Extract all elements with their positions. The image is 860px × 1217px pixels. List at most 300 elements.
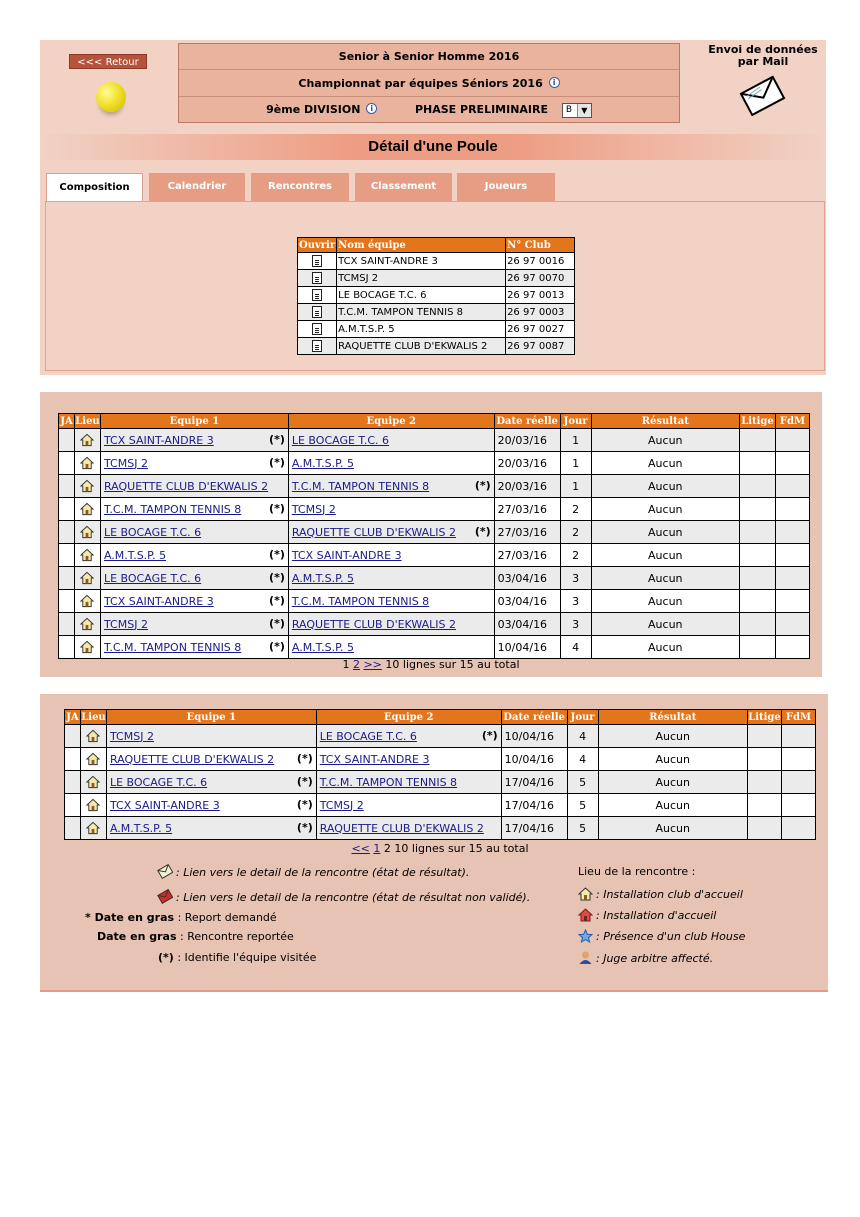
table-row bbox=[59, 475, 810, 498]
house-icon bbox=[578, 887, 593, 901]
club-number: 26 97 0016 bbox=[506, 253, 575, 270]
litige-cell bbox=[747, 817, 781, 840]
fdm-cell bbox=[775, 475, 809, 498]
house-icon[interactable] bbox=[80, 640, 94, 654]
jour-cell: 1 bbox=[560, 475, 591, 498]
legend-judge: : Juge arbitre affecté. bbox=[578, 950, 713, 965]
jour-cell: 3 bbox=[560, 567, 591, 590]
legend-postponed: Date en gras : Rencontre reportée bbox=[97, 930, 294, 943]
fdm-cell bbox=[775, 452, 809, 475]
team1-cell bbox=[100, 429, 288, 452]
team2-cell bbox=[288, 567, 494, 590]
team1-cell bbox=[106, 817, 316, 840]
col-header: Equipe 1 bbox=[106, 710, 316, 725]
team2-link[interactable]: LE BOCAGE T.C. 6 bbox=[319, 729, 417, 743]
table-row bbox=[65, 794, 816, 817]
date-cell: 17/04/16 bbox=[501, 817, 567, 840]
phase-select[interactable] bbox=[562, 103, 592, 118]
table-row bbox=[59, 544, 810, 567]
ja-cell bbox=[59, 544, 75, 567]
club-number: 26 97 0087 bbox=[506, 338, 575, 355]
litige-cell bbox=[740, 544, 776, 567]
visitor-mark: (*) bbox=[269, 548, 285, 561]
prev-page-link[interactable]: << bbox=[351, 842, 370, 855]
visitor-mark: (*) bbox=[296, 798, 313, 811]
team2-link[interactable]: A.M.T.S.P. 5 bbox=[291, 456, 354, 470]
phase-select-value: B bbox=[565, 104, 573, 115]
col-header: Ouvrir bbox=[299, 239, 336, 251]
result-cell: Aucun bbox=[598, 725, 747, 748]
house-icon[interactable] bbox=[80, 502, 94, 516]
house-icon[interactable] bbox=[80, 479, 94, 493]
team-name: RAQUETTE CLUB D'EKWALIS 2 bbox=[337, 338, 506, 355]
result-cell: Aucun bbox=[591, 567, 739, 590]
team1-cell bbox=[106, 794, 316, 817]
col-header: Date réelle bbox=[494, 414, 560, 429]
jour-cell: 2 bbox=[560, 521, 591, 544]
team1-cell bbox=[100, 613, 288, 636]
composition-table bbox=[297, 237, 575, 355]
litige-cell bbox=[747, 748, 781, 771]
matches-header-row bbox=[59, 414, 810, 429]
lieu-cell bbox=[74, 498, 100, 521]
back-button[interactable]: <<< Retour bbox=[69, 54, 147, 69]
fdm-cell bbox=[775, 521, 809, 544]
jour-cell: 3 bbox=[560, 590, 591, 613]
jour-cell: 4 bbox=[560, 636, 591, 659]
team1-cell bbox=[100, 521, 288, 544]
date-cell: 17/04/16 bbox=[501, 794, 567, 817]
team1-link[interactable]: RAQUETTE CLUB D'EKWALIS 2 bbox=[103, 479, 269, 493]
lieu-cell bbox=[74, 613, 100, 636]
team2-link[interactable]: RAQUETTE CLUB D'EKWALIS 2 bbox=[291, 525, 457, 539]
team2-cell bbox=[288, 475, 494, 498]
team2-cell bbox=[288, 521, 494, 544]
document-icon[interactable] bbox=[312, 289, 322, 301]
page-link[interactable]: 1 bbox=[373, 842, 381, 855]
header-panel bbox=[40, 40, 826, 375]
fdm-cell bbox=[781, 817, 815, 840]
team2-cell bbox=[316, 748, 501, 771]
team1-cell bbox=[100, 636, 288, 659]
team1-cell bbox=[100, 452, 288, 475]
team2-link[interactable]: T.C.M. TAMPON TENNIS 8 bbox=[319, 775, 458, 789]
ja-cell bbox=[65, 725, 81, 748]
fdm-cell bbox=[781, 794, 815, 817]
date-cell: 20/03/16 bbox=[494, 452, 560, 475]
team2-cell bbox=[288, 590, 494, 613]
pager bbox=[40, 658, 822, 671]
team1-link[interactable]: TCMSJ 2 bbox=[103, 617, 148, 631]
lieu-cell bbox=[80, 817, 106, 840]
ja-cell bbox=[59, 636, 75, 659]
legend-club-house: : Présence d'un club House bbox=[578, 929, 745, 943]
lieu-cell bbox=[74, 521, 100, 544]
jour-cell: 3 bbox=[560, 613, 591, 636]
club-number: 26 97 0027 bbox=[506, 321, 575, 338]
visitor-mark: (*) bbox=[269, 594, 285, 607]
table-row bbox=[298, 287, 575, 304]
envelope-open-icon bbox=[157, 863, 173, 879]
team1-cell bbox=[100, 544, 288, 567]
team2-link[interactable]: LE BOCAGE T.C. 6 bbox=[291, 433, 390, 447]
visitor-mark: (*) bbox=[296, 752, 313, 765]
result-cell: Aucun bbox=[591, 475, 739, 498]
house-red-icon bbox=[578, 908, 593, 922]
team1-link[interactable]: TCX SAINT-ANDRE 3 bbox=[103, 433, 214, 447]
fdm-cell bbox=[781, 771, 815, 794]
litige-cell bbox=[740, 636, 776, 659]
matches-panel-page-2 bbox=[40, 694, 828, 992]
date-cell: 03/04/16 bbox=[494, 590, 560, 613]
team2-link[interactable]: TCX SAINT-ANDRE 3 bbox=[291, 548, 402, 562]
matches-table bbox=[64, 709, 816, 840]
house-icon[interactable] bbox=[80, 617, 94, 631]
legend-detail: : Lien vers le detail de la rencontre (état de résultat). bbox=[157, 863, 469, 879]
team2-link[interactable]: A.M.T.S.P. 5 bbox=[291, 571, 354, 585]
document-icon[interactable] bbox=[312, 306, 322, 318]
lieu-cell bbox=[80, 725, 106, 748]
visitor-mark: (*) bbox=[474, 479, 491, 492]
fdm-cell bbox=[775, 567, 809, 590]
team1-link[interactable]: A.M.T.S.P. 5 bbox=[109, 821, 173, 835]
lieu-cell bbox=[80, 794, 106, 817]
team1-link[interactable]: T.C.M. TAMPON TENNIS 8 bbox=[103, 640, 242, 654]
jour-cell: 4 bbox=[567, 725, 598, 748]
jour-cell: 5 bbox=[567, 817, 598, 840]
open-cell[interactable] bbox=[298, 253, 337, 270]
team1-cell bbox=[106, 748, 316, 771]
open-cell[interactable] bbox=[298, 287, 337, 304]
ja-cell bbox=[65, 794, 81, 817]
table-row bbox=[65, 748, 816, 771]
envelope-icon[interactable] bbox=[738, 74, 786, 116]
tab-calendrier[interactable]: Calendrier bbox=[149, 173, 245, 201]
pager bbox=[46, 842, 834, 855]
ja-cell bbox=[65, 771, 81, 794]
date-cell: 10/04/16 bbox=[501, 725, 567, 748]
col-header: Date réelle bbox=[501, 710, 567, 725]
col-header: N° Club bbox=[506, 238, 575, 253]
fdm-cell bbox=[775, 429, 809, 452]
house-icon[interactable] bbox=[80, 571, 94, 585]
litige-cell bbox=[747, 771, 781, 794]
ja-cell bbox=[65, 817, 81, 840]
team1-cell bbox=[106, 725, 316, 748]
page-title: Détail d'une Poule bbox=[40, 134, 826, 160]
litige-cell bbox=[740, 521, 776, 544]
table-row bbox=[65, 771, 816, 794]
jour-cell: 1 bbox=[560, 429, 591, 452]
tab-composition[interactable]: Composition bbox=[46, 173, 143, 203]
house-icon[interactable] bbox=[80, 594, 94, 608]
date-cell: 27/03/16 bbox=[494, 498, 560, 521]
lieu-cell bbox=[74, 590, 100, 613]
team1-link[interactable]: LE BOCAGE T.C. 6 bbox=[103, 571, 202, 585]
page-current: 2 bbox=[383, 842, 391, 855]
col-header: Jour bbox=[567, 710, 598, 725]
date-cell: 17/04/16 bbox=[501, 771, 567, 794]
house-icon[interactable] bbox=[80, 433, 94, 447]
mail-label: Envoi de données par Mail bbox=[708, 43, 818, 68]
visitor-mark: (*) bbox=[296, 775, 313, 788]
date-cell: 27/03/16 bbox=[494, 521, 560, 544]
team1-cell bbox=[100, 567, 288, 590]
date-cell: 10/04/16 bbox=[501, 748, 567, 771]
fdm-cell bbox=[781, 748, 815, 771]
team-name: A.M.T.S.P. 5 bbox=[337, 321, 506, 338]
col-header: Résultat bbox=[598, 710, 747, 725]
team2-cell bbox=[288, 613, 494, 636]
ja-cell bbox=[59, 521, 75, 544]
matches-panel-page-1 bbox=[40, 392, 822, 677]
visitor-mark: (*) bbox=[269, 640, 285, 653]
team2-cell bbox=[288, 452, 494, 475]
col-header: Equipe 2 bbox=[316, 710, 501, 725]
jour-cell: 5 bbox=[567, 794, 598, 817]
fdm-cell bbox=[775, 613, 809, 636]
house-icon[interactable] bbox=[86, 821, 100, 835]
litige-cell bbox=[740, 567, 776, 590]
team1-link[interactable]: A.M.T.S.P. 5 bbox=[103, 548, 167, 562]
col-header: Lieu bbox=[81, 711, 106, 723]
team2-cell bbox=[288, 429, 494, 452]
team1-cell bbox=[100, 590, 288, 613]
team2-cell bbox=[288, 636, 494, 659]
next-page-link[interactable]: >> bbox=[363, 658, 382, 671]
house-icon[interactable] bbox=[80, 525, 94, 539]
open-cell[interactable] bbox=[298, 338, 337, 355]
litige-cell bbox=[740, 613, 776, 636]
club-number: 26 97 0070 bbox=[506, 270, 575, 287]
ja-cell bbox=[59, 452, 75, 475]
table-row bbox=[59, 567, 810, 590]
house-icon[interactable] bbox=[86, 775, 100, 789]
team-name: TCX SAINT-ANDRE 3 bbox=[337, 253, 506, 270]
result-cell: Aucun bbox=[591, 636, 739, 659]
result-cell: Aucun bbox=[598, 771, 747, 794]
result-cell: Aucun bbox=[591, 521, 739, 544]
team2-cell bbox=[288, 498, 494, 521]
chevron-down-icon: ▼ bbox=[577, 104, 591, 117]
visitor-mark: (*) bbox=[269, 617, 285, 630]
table-row bbox=[298, 253, 575, 270]
col-header: Equipe 2 bbox=[288, 414, 494, 429]
lieu-cell bbox=[74, 452, 100, 475]
table-row bbox=[59, 636, 810, 659]
lieu-cell bbox=[74, 475, 100, 498]
page-current: 1 bbox=[342, 658, 350, 671]
championship-row bbox=[179, 71, 679, 97]
legend-visitor: (*) : Identifie l'équipe visitée bbox=[158, 951, 317, 964]
team1-link[interactable]: TCMSJ 2 bbox=[103, 456, 148, 470]
user-icon bbox=[578, 950, 593, 965]
team2-cell bbox=[316, 771, 501, 794]
team2-link[interactable]: TCMSJ 2 bbox=[319, 798, 364, 812]
table-row bbox=[59, 590, 810, 613]
litige-cell bbox=[740, 452, 776, 475]
table-row bbox=[298, 321, 575, 338]
visitor-mark: (*) bbox=[474, 525, 491, 538]
litige-cell bbox=[740, 429, 776, 452]
visitor-mark: (*) bbox=[269, 502, 285, 515]
date-cell: 10/04/16 bbox=[494, 636, 560, 659]
col-header: Equipe 1 bbox=[100, 414, 288, 429]
legend-report: * Date en gras : Report demandé bbox=[85, 911, 277, 924]
jour-cell: 2 bbox=[560, 544, 591, 567]
visitor-mark: (*) bbox=[269, 571, 285, 584]
jour-cell: 1 bbox=[560, 452, 591, 475]
team-name: T.C.M. TAMPON TENNIS 8 bbox=[337, 304, 506, 321]
lieu-cell bbox=[74, 544, 100, 567]
table-row bbox=[59, 429, 810, 452]
info-icon[interactable]: i bbox=[366, 103, 377, 114]
matches-body bbox=[65, 725, 816, 840]
team1-link[interactable]: TCMSJ 2 bbox=[109, 729, 154, 743]
division-label: 9ème DIVISION bbox=[266, 103, 361, 116]
jour-cell: 2 bbox=[560, 498, 591, 521]
team-name: TCMSJ 2 bbox=[337, 270, 506, 287]
competition-info bbox=[178, 43, 680, 123]
legend-host-install: : Installation d'accueil bbox=[578, 908, 716, 922]
col-header: JA bbox=[60, 415, 73, 427]
date-cell: 20/03/16 bbox=[494, 429, 560, 452]
visitor-mark: (*) bbox=[269, 456, 285, 469]
open-cell[interactable] bbox=[298, 304, 337, 321]
document-icon[interactable] bbox=[312, 323, 322, 335]
result-cell: Aucun bbox=[598, 817, 747, 840]
team1-link[interactable]: TCX SAINT-ANDRE 3 bbox=[109, 798, 220, 812]
house-icon[interactable] bbox=[80, 548, 94, 562]
table-row bbox=[298, 338, 575, 355]
team2-link[interactable]: TCMSJ 2 bbox=[291, 502, 336, 516]
team1-cell bbox=[106, 771, 316, 794]
division-row bbox=[179, 97, 679, 123]
litige-cell bbox=[740, 498, 776, 521]
legend-detail-invalid: : Lien vers le detail de la rencontre (état de résultat non validé). bbox=[157, 888, 530, 904]
team1-link[interactable]: TCX SAINT-ANDRE 3 bbox=[103, 594, 214, 608]
table-row bbox=[59, 498, 810, 521]
envelope-red-icon bbox=[157, 888, 173, 904]
litige-cell bbox=[747, 794, 781, 817]
matches-header-row bbox=[65, 710, 816, 725]
litige-cell bbox=[740, 590, 776, 613]
tab-joueurs[interactable]: Joueurs bbox=[457, 173, 555, 201]
date-cell: 20/03/16 bbox=[494, 475, 560, 498]
team1-link[interactable]: LE BOCAGE T.C. 6 bbox=[109, 775, 208, 789]
ja-cell bbox=[65, 748, 81, 771]
star-icon bbox=[578, 929, 593, 943]
team2-cell bbox=[288, 544, 494, 567]
lieu-cell bbox=[74, 429, 100, 452]
table-row bbox=[298, 304, 575, 321]
col-header: Litige bbox=[741, 415, 774, 427]
col-header: JA bbox=[66, 711, 79, 723]
tab-rencontres[interactable]: Rencontres bbox=[251, 173, 349, 201]
col-header: FdM bbox=[781, 710, 815, 725]
club-number: 26 97 0013 bbox=[506, 287, 575, 304]
team1-link[interactable]: T.C.M. TAMPON TENNIS 8 bbox=[103, 502, 242, 516]
team2-link[interactable]: T.C.M. TAMPON TENNIS 8 bbox=[291, 479, 430, 493]
open-cell[interactable] bbox=[298, 321, 337, 338]
legend-club-host: : Installation club d'accueil bbox=[578, 887, 743, 901]
fdm-cell bbox=[775, 636, 809, 659]
house-icon[interactable] bbox=[86, 798, 100, 812]
house-icon[interactable] bbox=[86, 752, 100, 766]
result-cell: Aucun bbox=[591, 590, 739, 613]
team1-cell bbox=[100, 475, 288, 498]
result-cell: Aucun bbox=[591, 429, 739, 452]
fdm-cell bbox=[781, 725, 815, 748]
team1-cell bbox=[100, 498, 288, 521]
visitor-mark: (*) bbox=[481, 729, 498, 742]
pager-summary: 10 lignes sur 15 au total bbox=[394, 842, 529, 855]
phase-label: PHASE PRELIMINAIRE bbox=[414, 103, 548, 116]
lieu-cell bbox=[74, 636, 100, 659]
team2-link[interactable]: RAQUETTE CLUB D'EKWALIS 2 bbox=[291, 617, 457, 631]
team1-link[interactable]: RAQUETTE CLUB D'EKWALIS 2 bbox=[109, 752, 275, 766]
info-icon[interactable]: i bbox=[549, 77, 560, 88]
club-number: 26 97 0003 bbox=[506, 304, 575, 321]
document-icon[interactable] bbox=[312, 255, 322, 267]
result-cell: Aucun bbox=[591, 613, 739, 636]
team2-cell bbox=[316, 817, 501, 840]
date-cell: 27/03/16 bbox=[494, 544, 560, 567]
col-header: Jour bbox=[560, 414, 591, 429]
date-cell: 03/04/16 bbox=[494, 567, 560, 590]
open-cell[interactable] bbox=[298, 270, 337, 287]
team2-link[interactable]: T.C.M. TAMPON TENNIS 8 bbox=[291, 594, 430, 608]
house-icon[interactable] bbox=[80, 456, 94, 470]
document-icon[interactable] bbox=[312, 272, 322, 284]
fdm-cell bbox=[775, 498, 809, 521]
table-row bbox=[59, 452, 810, 475]
result-cell: Aucun bbox=[591, 498, 739, 521]
table-row bbox=[298, 270, 575, 287]
team2-link[interactable]: A.M.T.S.P. 5 bbox=[291, 640, 354, 654]
document-icon[interactable] bbox=[312, 340, 322, 352]
tab-classement[interactable]: Classement bbox=[355, 173, 452, 201]
team2-link[interactable]: TCX SAINT-ANDRE 3 bbox=[319, 752, 430, 766]
fdm-cell bbox=[775, 544, 809, 567]
team2-cell bbox=[316, 725, 501, 748]
legend-lieu-title: Lieu de la rencontre : bbox=[578, 865, 696, 878]
date-cell: 03/04/16 bbox=[494, 613, 560, 636]
team2-link[interactable]: RAQUETTE CLUB D'EKWALIS 2 bbox=[319, 821, 484, 835]
team1-link[interactable]: LE BOCAGE T.C. 6 bbox=[103, 525, 202, 539]
visitor-mark: (*) bbox=[296, 821, 313, 834]
lieu-cell bbox=[74, 567, 100, 590]
team-name: LE BOCAGE T.C. 6 bbox=[337, 287, 506, 304]
table-row bbox=[59, 521, 810, 544]
team2-cell bbox=[316, 794, 501, 817]
tennis-ball-icon bbox=[96, 82, 126, 112]
result-cell: Aucun bbox=[591, 452, 739, 475]
litige-cell bbox=[747, 725, 781, 748]
table-row bbox=[65, 817, 816, 840]
result-cell: Aucun bbox=[598, 794, 747, 817]
jour-cell: 4 bbox=[567, 748, 598, 771]
page-link[interactable]: 2 bbox=[352, 658, 360, 671]
ja-cell bbox=[59, 590, 75, 613]
house-icon[interactable] bbox=[86, 729, 100, 743]
lieu-cell bbox=[80, 771, 106, 794]
ja-cell bbox=[59, 613, 75, 636]
pager-summary: 10 lignes sur 15 au total bbox=[385, 658, 520, 671]
fdm-cell bbox=[775, 590, 809, 613]
ja-cell bbox=[59, 498, 75, 521]
lieu-cell bbox=[80, 748, 106, 771]
